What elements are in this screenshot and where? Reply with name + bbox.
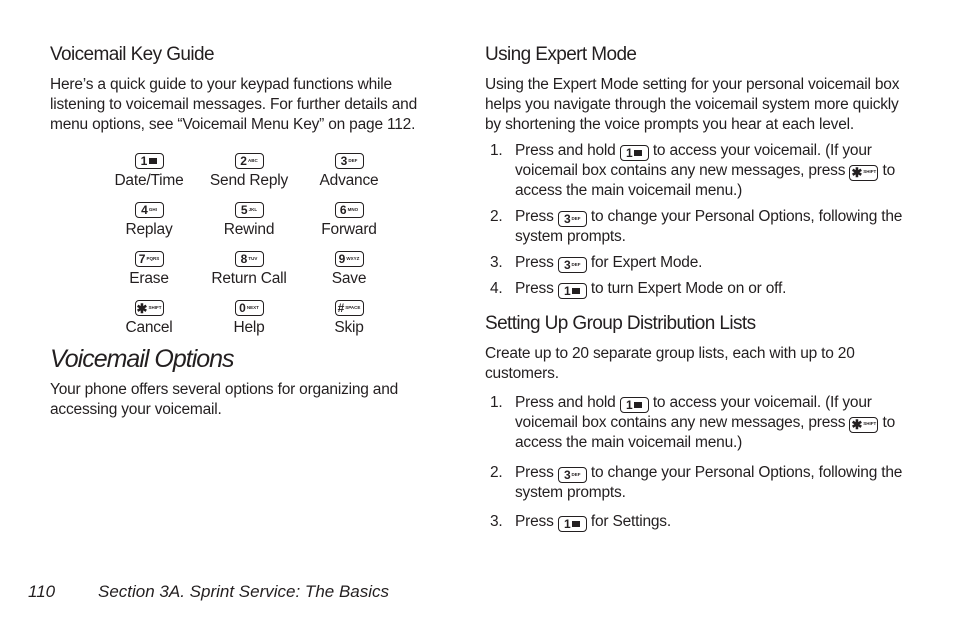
- envelope-icon: [572, 288, 580, 294]
- keypad-cell: [299, 153, 399, 190]
- list-item: 4. Press 1 to turn Expert Mode on or off.: [490, 280, 787, 298]
- list-item: 2. Press 3 DEF to change your Personal Options, following the system prompts.: [490, 208, 903, 245]
- list-item: 2. Press 3 DEF to change your Personal Options, following the system prompts.: [490, 464, 903, 501]
- keypad-label: Erase: [129, 270, 169, 287]
- keypad-cell: [199, 153, 299, 190]
- key-1-icon: 1: [558, 516, 587, 532]
- list-item: 3. Press 3 DEF for Expert Mode.: [490, 254, 703, 272]
- keypad-key-icon: 0 NEXT: [235, 300, 264, 316]
- keypad-key-icon: 9 WXYZ: [335, 251, 364, 267]
- keypad-label: Cancel: [125, 319, 173, 336]
- keypad-key-icon: 5 JKL: [235, 202, 264, 218]
- keypad-label: Skip: [334, 319, 364, 336]
- keypad-key-icon: ✱ SHIFT: [135, 300, 164, 316]
- keypad-cell: [299, 251, 399, 288]
- key-star-shift-icon: ✱ SHIFT: [849, 417, 878, 433]
- list-item: 1. Press and hold 1 to access your voicemail. (If your voicemail box contains any new messages, press ✱ SHIFT to access the main voicemail menu.): [490, 394, 895, 451]
- expert-mode-steps: [485, 141, 905, 299]
- keypad-label: Rewind: [223, 221, 275, 238]
- keypad-cell: [199, 202, 299, 239]
- key-3-icon: 3 DEF: [558, 257, 587, 273]
- expert-mode-intro: Using the Expert Mode setting for your personal voicemail box helps you navigate through the voicemail system more quickly by shortening the voice prompts you hear at each level.: [485, 76, 900, 133]
- envelope-icon: [149, 158, 157, 164]
- keypad-grid: [99, 153, 450, 337]
- voicemail-options-title: Voicemail Options: [50, 345, 234, 373]
- voicemail-options-text: Your phone offers several options for organizing and accessing your voicemail.: [50, 381, 399, 418]
- group-lists-intro: Create up to 20 separate group lists, each with up to 20 customers.: [485, 345, 855, 382]
- expert-mode-heading: Using Expert Mode: [485, 44, 637, 65]
- group-lists-heading: Setting Up Group Distribution Lists: [485, 313, 756, 334]
- keypad-label: Save: [331, 270, 367, 287]
- keypad-cell: [199, 300, 299, 337]
- group-lists-steps: [485, 393, 905, 532]
- keypad-key-icon: 6 MNO: [335, 202, 364, 218]
- keypad-cell: [99, 300, 199, 337]
- keypad-label: Replay: [125, 221, 173, 238]
- keypad-key-icon: 7 PQRS: [135, 251, 164, 267]
- page-footer: [28, 582, 389, 602]
- envelope-icon: [572, 521, 580, 527]
- keypad-key-icon: 3 DEF: [335, 153, 364, 169]
- envelope-icon: [634, 150, 642, 156]
- right-column: [485, 44, 905, 538]
- section-title: Section 3A. Sprint Service: The Basics: [98, 582, 390, 601]
- envelope-icon: [634, 402, 642, 408]
- list-item: 3. Press 1 for Settings.: [490, 513, 671, 531]
- keypad-cell: [199, 251, 299, 288]
- key-guide-intro: Here’s a quick guide to your keypad functions while listening to voicemail messages. For further details and menu options, see “Voicemail Menu Key” on page 112.: [50, 76, 418, 133]
- key-1-icon: 1: [620, 397, 649, 413]
- keypad-label: Forward: [321, 221, 377, 238]
- keypad-label: Return Call: [211, 270, 287, 287]
- keypad-key-icon: 2 ABC: [235, 153, 264, 169]
- page-number: 110: [28, 582, 56, 601]
- keypad-cell: [299, 202, 399, 239]
- keypad-label: Help: [233, 319, 265, 336]
- key-star-shift-icon: ✱ SHIFT: [849, 165, 878, 181]
- keypad-label: Date/Time: [114, 172, 184, 189]
- keypad-key-icon: 1: [135, 153, 164, 169]
- key-3-icon: 3 DEF: [558, 467, 587, 483]
- keypad-cell: [299, 300, 399, 337]
- keypad-key-icon: 8 TUV: [235, 251, 264, 267]
- keypad-label: Advance: [319, 172, 379, 189]
- key-3-icon: 3 DEF: [558, 211, 587, 227]
- keypad-cell: [99, 202, 199, 239]
- left-column: [50, 44, 450, 420]
- keypad-cell: [99, 153, 199, 190]
- keypad-key-icon: 4 GHI: [135, 202, 164, 218]
- key-1-icon: 1: [620, 145, 649, 161]
- keypad-label: Send Reply: [209, 172, 289, 189]
- list-item: 1. Press and hold 1 to access your voicemail. (If your voicemail box contains any new messages, press ✱ SHIFT to access the main voicemail menu.): [490, 142, 895, 199]
- voicemail-key-guide-heading: Voicemail Key Guide: [50, 44, 214, 65]
- keypad-key-icon: # SPACE: [335, 300, 364, 316]
- key-1-icon: 1: [558, 283, 587, 299]
- keypad-cell: [99, 251, 199, 288]
